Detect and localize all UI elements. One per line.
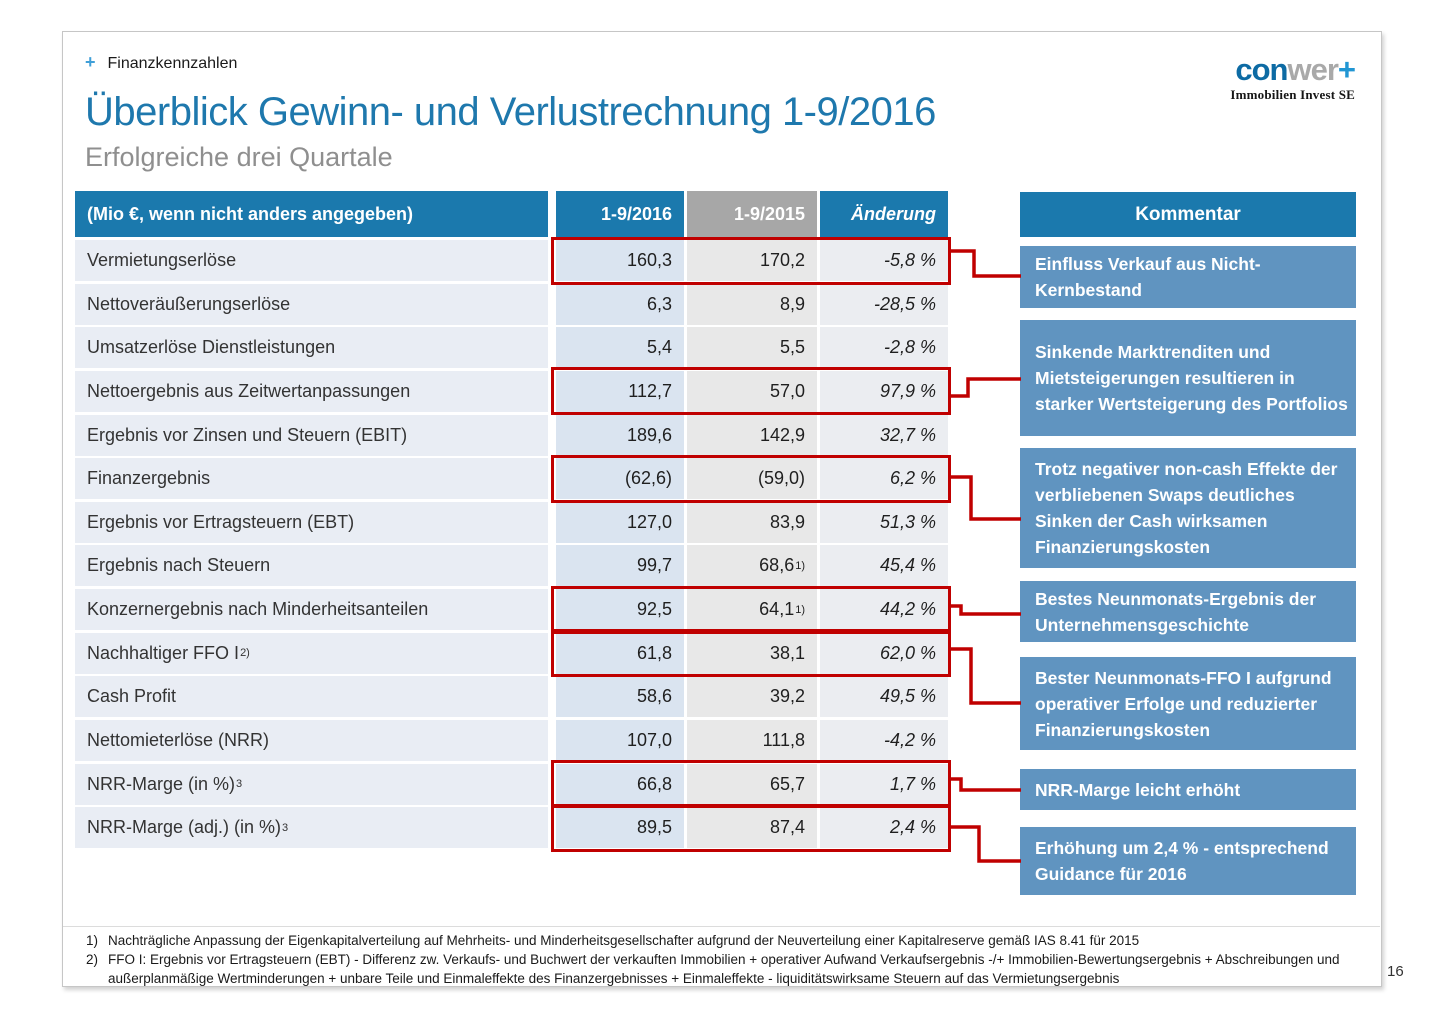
comment-box-finanzergebnis: Trotz negativer non-cash Effekte der verbliebenen Swaps deutliches Sinken der Cash wirksamen Finanzierungskosten <box>1020 448 1356 568</box>
table-cell-label: Ergebnis vor Ertragsteuern (EBT) <box>75 502 548 543</box>
table-cell-change: 2,4 % <box>820 807 948 848</box>
table-cell-label: Konzernergebnis nach Minderheitsanteilen <box>75 589 548 630</box>
page-number: 16 <box>1387 963 1404 980</box>
table-cell-2016: 92,5 <box>556 589 684 630</box>
table-cell-label: Nachhaltiger FFO I 2) <box>75 633 548 674</box>
footnote-1-number: 1) <box>86 933 99 948</box>
table-cell-label: Ergebnis nach Steuern <box>75 545 548 586</box>
comment-column-header: Kommentar <box>1020 192 1356 237</box>
logo-subline: Immobilien Invest SE <box>1230 87 1355 102</box>
table-cell-2015: 68,6 1) <box>687 545 817 586</box>
footnote-2-text: FFO I: Ergebnis vor Ertragsteuern (EBT) - Differenz zw. Verkaufs- und Buchwert der verkauften Immobilien + operativer Aufwand Verkaufsergebnis -/+ Immobilien-Bewertungsergebnis + Abschreibungen und außerplanmäßige Wertminderungen + unbare Teile und Einmaleffekte des Finanzergebnisses + Einmaleffekte - liquiditätswirksame Steuern auf das Vermietungsergebnis <box>108 952 1340 986</box>
table-cell-change: 44,2 % <box>820 589 948 630</box>
table-cell-change: 45,4 % <box>820 545 948 586</box>
table-cell-2015: (59,0) <box>687 458 817 499</box>
table-cell-change: 97,9 % <box>820 371 948 412</box>
table-cell-label: Cash Profit <box>75 676 548 717</box>
page-title: Überblick Gewinn- und Verlustrechnung 1-9/2016 <box>85 90 936 134</box>
table-cell-label: Finanzergebnis <box>75 458 548 499</box>
table-cell-2016: 189,6 <box>556 415 684 456</box>
table-cell-label: Nettoergebnis aus Zeitwertanpassungen <box>75 371 548 412</box>
table-header-2015: 1-9/2015 <box>687 191 817 237</box>
conwert-logo <box>1130 54 1355 101</box>
table-cell-label: Vermietungserlöse <box>75 240 548 281</box>
table-cell-label: NRR-Marge (adj.) (in %) 3 <box>75 807 548 848</box>
table-cell-change: -5,8 % <box>820 240 948 281</box>
comment-box-nrr-marge: NRR-Marge leicht erhöht <box>1020 769 1356 810</box>
table-cell-2016: 6,3 <box>556 284 684 325</box>
table-cell-2016: 112,7 <box>556 371 684 412</box>
table-cell-2016: 107,0 <box>556 720 684 761</box>
table-cell-2016: 5,4 <box>556 327 684 368</box>
table-cell-2016: 61,8 <box>556 633 684 674</box>
table-cell-change: 49,5 % <box>820 676 948 717</box>
table-cell-2016: 58,6 <box>556 676 684 717</box>
footnote-2-number: 2) <box>86 952 99 967</box>
comment-box-zeitwertanpassungen: Sinkende Marktrenditen und Mietsteigerungen resultieren in starker Wertsteigerung des Portfolios <box>1020 320 1356 436</box>
table-header-change: Änderung <box>820 191 948 237</box>
table-cell-2015: 142,9 <box>687 415 817 456</box>
comment-box-vermietungserloese: Einfluss Verkauf aus Nicht-Kernbestand <box>1020 246 1356 308</box>
table-cell-change: 62,0 % <box>820 633 948 674</box>
page-subtitle: Erfolgreiche drei Quartale <box>85 142 393 172</box>
footnote-1 <box>86 931 1370 950</box>
table-cell-label: Nettomieterlöse (NRR) <box>75 720 548 761</box>
plus-icon: + <box>85 52 96 72</box>
table-cell-2015: 8,9 <box>687 284 817 325</box>
table-cell-label: Nettoveräußerungserlöse <box>75 284 548 325</box>
table-cell-2016: 66,8 <box>556 764 684 805</box>
table-cell-2015: 65,7 <box>687 764 817 805</box>
logo-t-plus-icon: + <box>1337 52 1355 87</box>
table-cell-label: NRR-Marge (in %) 3 <box>75 764 548 805</box>
eyebrow-label: Finanzkennzahlen <box>107 55 238 72</box>
table-cell-2016: 160,3 <box>556 240 684 281</box>
table-cell-2016: 127,0 <box>556 502 684 543</box>
table-cell-2015: 170,2 <box>687 240 817 281</box>
table-header-2016: 1-9/2016 <box>556 191 684 237</box>
table-cell-label: Umsatzerlöse Dienstleistungen <box>75 327 548 368</box>
logo-wordmark <box>1130 54 1355 85</box>
table-cell-2015: 38,1 <box>687 633 817 674</box>
table-cell-2015: 87,4 <box>687 807 817 848</box>
table-cell-change: 6,2 % <box>820 458 948 499</box>
table-cell-2015: 39,2 <box>687 676 817 717</box>
table-cell-2015: 83,9 <box>687 502 817 543</box>
footnote-divider <box>63 926 1380 927</box>
section-eyebrow <box>85 52 237 73</box>
table-cell-2016: 89,5 <box>556 807 684 848</box>
table-cell-change: 51,3 % <box>820 502 948 543</box>
table-cell-2015: 64,1 1) <box>687 589 817 630</box>
logo-wer: wer <box>1287 52 1338 87</box>
table-cell-change: -4,2 % <box>820 720 948 761</box>
table-cell-change: -2,8 % <box>820 327 948 368</box>
table-cell-2015: 57,0 <box>687 371 817 412</box>
table-header-label: (Mio €, wenn nicht anders angegeben) <box>75 191 548 237</box>
footnote-1-text: Nachträgliche Anpassung der Eigenkapitalverteilung auf Mehrheits- und Minderheitsgesellschafter aufgrund der Neuverteilung einer Kapitalreserve gemäß IAS 8.41 für 2015 <box>108 933 1140 948</box>
table-cell-2016: (62,6) <box>556 458 684 499</box>
table-cell-change: 32,7 % <box>820 415 948 456</box>
comment-box-konzernergebnis: Bestes Neunmonats-Ergebnis der Unternehmensgeschichte <box>1020 581 1356 642</box>
table-cell-change: -28,5 % <box>820 284 948 325</box>
table-cell-2015: 111,8 <box>687 720 817 761</box>
table-cell-change: 1,7 % <box>820 764 948 805</box>
table-cell-2016: 99,7 <box>556 545 684 586</box>
table-cell-2015: 5,5 <box>687 327 817 368</box>
table-cell-label: Ergebnis vor Zinsen und Steuern (EBIT) <box>75 415 548 456</box>
comment-box-ffo: Bester Neunmonats-FFO I aufgrund operativer Erfolge und reduzierter Finanzierungskosten <box>1020 657 1356 750</box>
comment-box-nrr-marge-adj: Erhöhung um 2,4 % - entsprechend Guidance für 2016 <box>1020 827 1356 895</box>
footnote-2 <box>86 950 1370 988</box>
logo-con: con <box>1235 52 1288 87</box>
